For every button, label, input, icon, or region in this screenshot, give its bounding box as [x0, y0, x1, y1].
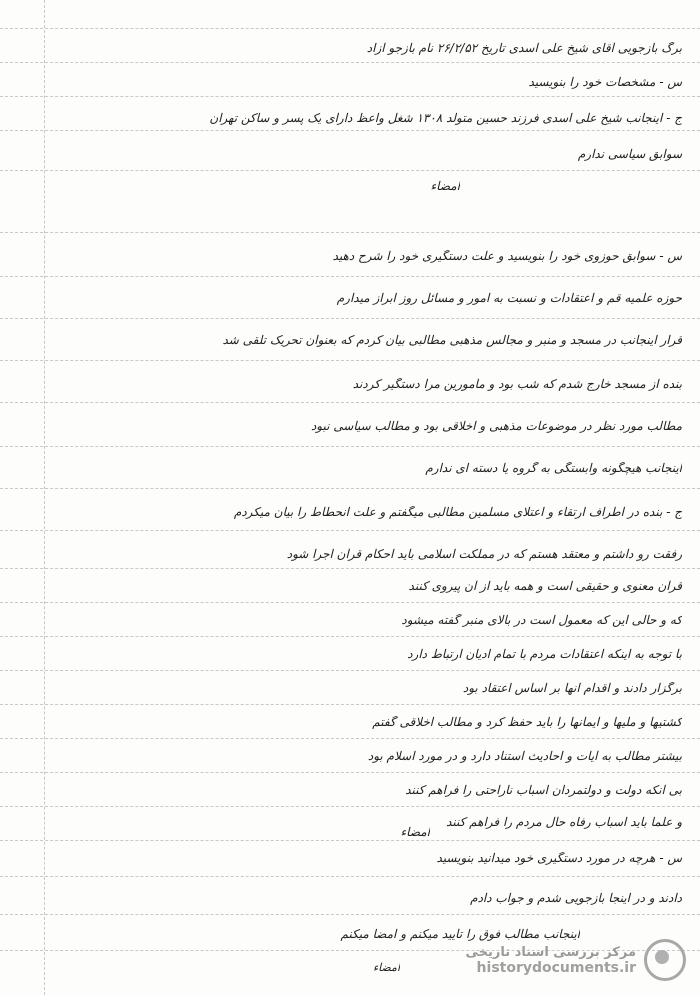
handwritten-line: سوابق سیاسی ندارم [577, 148, 682, 161]
handwritten-line: ج - اینجانب شیخ علی اسدی فرزند حسین متولد ۱۳۰۸ شغل واعظ دارای یک پسر و ساکن تهران [209, 112, 682, 125]
handwritten-line: با توجه به اینکه اعتقادات مردم با تمام ادیان ارتباط دارد [407, 648, 682, 661]
ruled-line [0, 806, 700, 808]
handwritten-line: دادند و در اینجا بازجویی شدم و جواب دادم [470, 892, 682, 905]
ruled-line [0, 914, 700, 916]
ruled-line [0, 636, 700, 638]
handwritten-line: بی آنکه دولت و دولتمردان اسباب ناراحتی را فراهم کنند [405, 784, 682, 797]
ruled-line [0, 670, 700, 672]
handwritten-line: مطالب مورد نظر در موضوعات مذهبی و اخلاقی بود و مطالب سیاسی نبود [310, 420, 682, 433]
handwritten-line: حوزه علمیه قم و اعتقادات و نسبت به امور و مسائل روز ابراز میدارم [336, 292, 682, 305]
handwritten-line: بیشتر مطالب به آیات و احادیث استناد دارد و در مورد اسلام بود [367, 750, 682, 763]
ruled-line [0, 568, 700, 570]
ruled-line [0, 318, 700, 320]
ruled-line [0, 704, 700, 706]
ruled-line [0, 488, 700, 490]
ruled-line [0, 276, 700, 278]
ruled-line [0, 530, 700, 532]
ruled-line [0, 876, 700, 878]
handwritten-line: س - هرچه در مورد دستگیری خود میدانید بنویسید [436, 852, 682, 865]
margin-line [44, 0, 45, 995]
ruled-line [0, 28, 700, 30]
signature: امضاء [372, 962, 400, 974]
watermark-label: مرکز بررسی اسناد تاریخی [465, 944, 636, 960]
handwritten-line: و علما باید اسباب رفاه حال مردم را فراهم کنند [446, 816, 682, 829]
handwritten-line: برگزار دادند و اقدام آنها بر اساس اعتقاد بود [462, 682, 682, 695]
ruled-line [0, 772, 700, 774]
ruled-line [0, 130, 700, 132]
handwritten-line: رفقت رو داشتم و معتقد هستم که در مملکت اسلامی باید احکام قرآن اجرا شود [286, 548, 682, 561]
handwritten-line: که و حالی این که معمول است در بالای منبر گفته میشود [401, 614, 682, 627]
handwritten-line: بنده از مسجد خارج شدم که شب بود و مأمورین مرا دستگیر کردند [352, 378, 682, 391]
signature: امضاء [430, 180, 460, 193]
ruled-line [0, 360, 700, 362]
watermark [426, 935, 686, 985]
ruled-line [0, 402, 700, 404]
watermark-text [466, 945, 637, 976]
watermark-url: historydocuments.ir [476, 959, 636, 976]
signature: امضاء [400, 826, 430, 839]
watermark-logo-icon [644, 939, 686, 981]
ruled-line [0, 96, 700, 98]
ruled-line [0, 232, 700, 234]
handwritten-line: برگ بازجویی آقای شیخ علی اسدی تاریخ ۲۶/۲/۵۲ نام بازجو آزاد [366, 42, 682, 55]
handwritten-line: اینجانب هیچگونه وابستگی به گروه یا دسته ای ندارم [425, 462, 682, 475]
ruled-line [0, 602, 700, 604]
handwritten-line: ج - بنده در اطراف ارتقاء و اعتلای مسلمین مطالبی میگفتم و علت انحطاط را بیان میکردم [233, 506, 682, 519]
ruled-line [0, 62, 700, 64]
handwritten-line: س - سوابق حوزوی خود را بنویسید و علت دستگیری خود را شرح دهید [332, 250, 682, 263]
ruled-line [0, 170, 700, 172]
handwritten-line: قرآن معنوی و حقیقی است و همه باید از آن پیروی کنند [408, 580, 682, 593]
handwritten-line: س - مشخصات خود را بنویسید [528, 76, 682, 89]
handwritten-line: اینجانب مطالب فوق را تأیید میکنم و امضا میکنم [340, 928, 580, 941]
ruled-line [0, 446, 700, 448]
handwritten-line: قرار اینجانب در مسجد و منبر و مجالس مذهبی مطالبی بیان کردم که بعنوان تحریک تلقی شد [222, 334, 682, 347]
ruled-line [0, 738, 700, 740]
ruled-line [0, 840, 700, 842]
handwritten-line: کشتیها و ملیها و ایمانها را باید حفظ کرد و مطالب اخلاقی گفتم [372, 716, 682, 729]
